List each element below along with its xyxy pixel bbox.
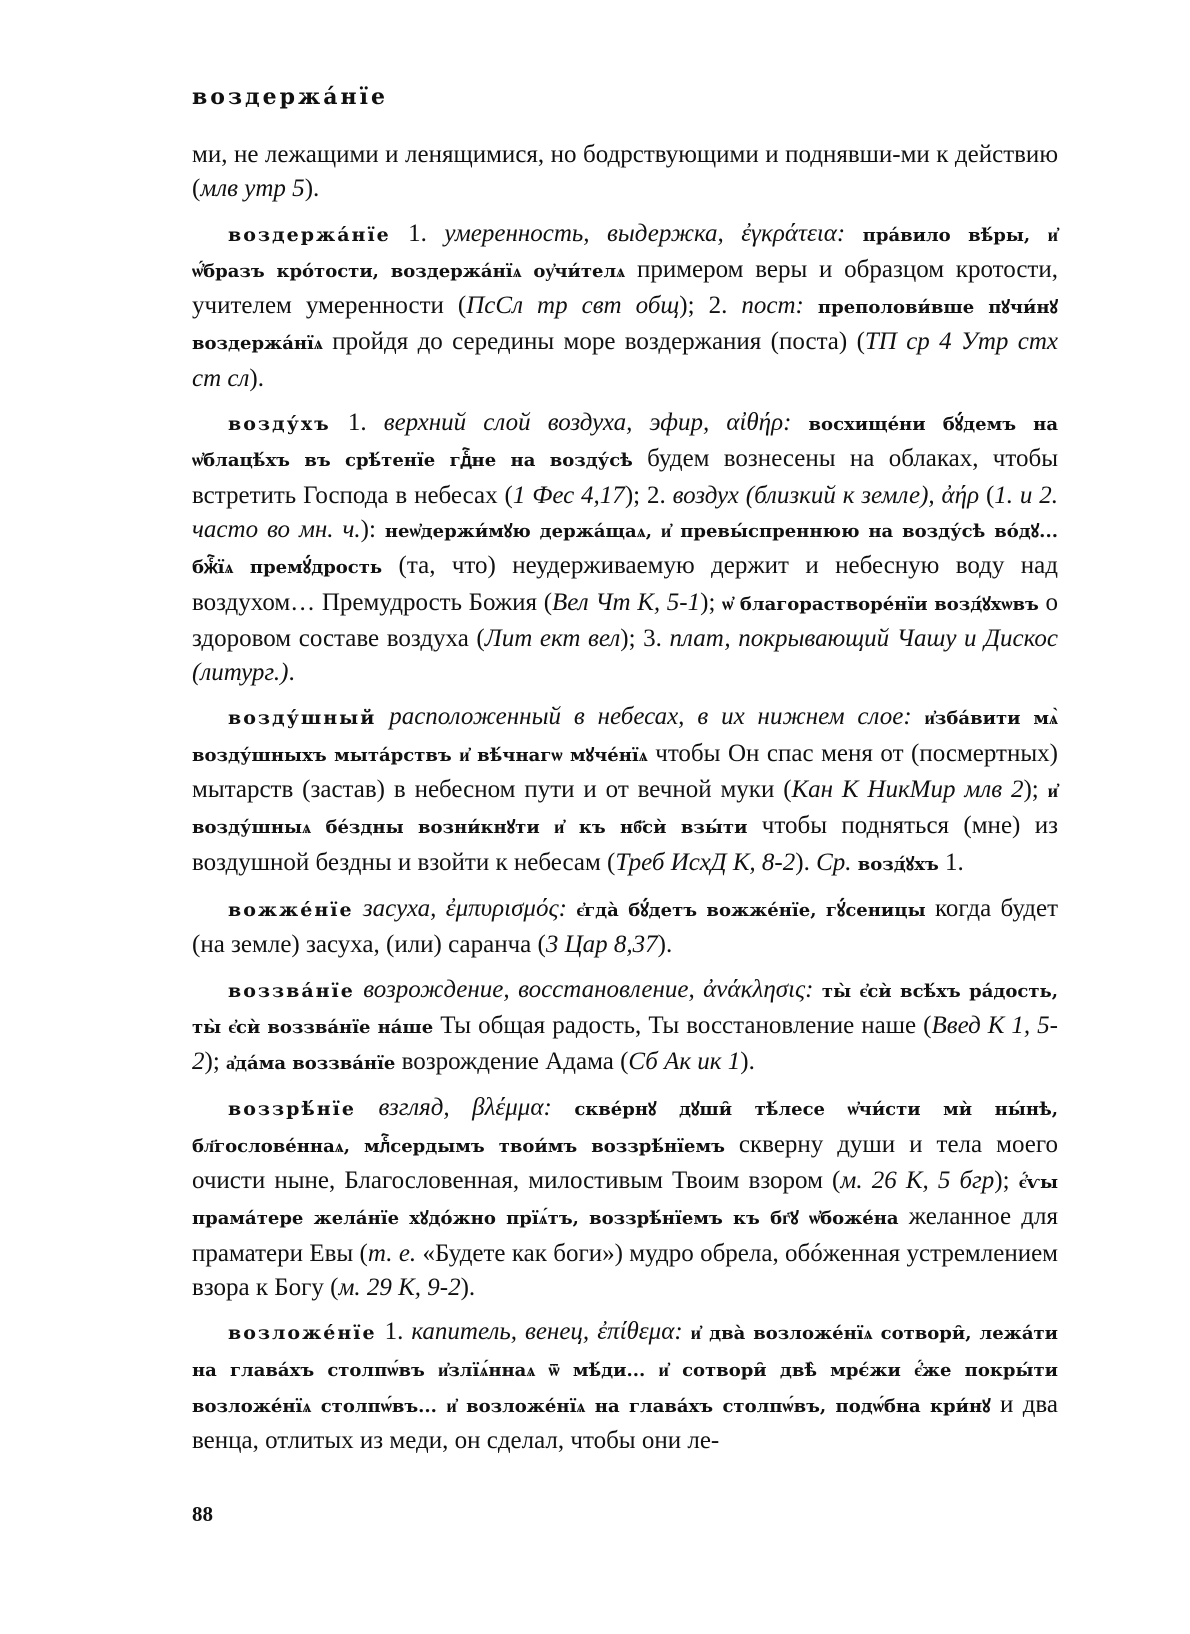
body-text xyxy=(356,1094,379,1121)
entry-vozzrenie xyxy=(192,1091,1058,1305)
greek-equivalent: αἰθήρ: xyxy=(709,409,792,437)
abbreviation: т. е. xyxy=(367,1239,417,1267)
greek-equivalent: ἐπίθεμα: xyxy=(589,1318,683,1346)
citation-ref: Введ К 1, 5-2 xyxy=(192,1011,1059,1076)
page-number: 88 xyxy=(192,1502,213,1526)
body-text: ). xyxy=(740,1048,755,1076)
body-text: чтобы подняться (мне) из воздушной бездны и взойти к небесам ( xyxy=(192,812,1058,876)
body-text: ). xyxy=(460,1273,476,1301)
running-head: воздержа́нїе xyxy=(192,84,388,110)
body-text: ); xyxy=(700,588,723,616)
church-slavonic-quote: ѡ҆ благорастворе́нїи возд́ꙋхѡвъ xyxy=(722,593,1039,615)
citation-ref: м. 26 К, 5 бгр xyxy=(840,1167,995,1195)
body-text: 1. xyxy=(330,409,384,437)
entry-vozdushny xyxy=(192,700,1058,881)
page-body xyxy=(192,138,1058,1468)
citation-ref: ТП ср 4 Утр стх ст сл xyxy=(192,328,1058,392)
headword: воззва́нїе xyxy=(228,979,355,1002)
church-slavonic-quote: и҆ два̀ возложе́нїѧ сотвори̑, лежа́ти на глава́хъ столпѡ́въ и҆злїѧ́ннаѧ ѿ мѣ́ди... и҆ сотвори̑ двѣ̀ мрє́жи є҆́же покры́ти возложе́нїѧ столпѡ́въ... и҆ возложе́нїѧ на глава́хъ столпѡ́въ, подѡ́бна кри́нꙋ xyxy=(192,1323,1059,1417)
body-text: ); 2. xyxy=(679,292,742,320)
greek-equivalent: ἀήρ xyxy=(934,481,980,509)
body-text: ). xyxy=(657,931,673,959)
entry-vozlozhenie xyxy=(192,1315,1058,1458)
cross-reference-label: Ср. xyxy=(816,848,852,876)
headword: возду́шный xyxy=(228,707,377,730)
citation-ref: Вел Чт К, 5-1 xyxy=(552,588,701,616)
body-text: ); 2. xyxy=(624,481,673,509)
entry-vozzhzhenie xyxy=(192,892,1058,963)
body-text: ). xyxy=(795,848,817,876)
church-slavonic-quote: є҆́ѵы прама́тере жела́нїе хꙋдо́жно прїѧ́тъ, воззрѣ́нїемъ къ бг҃ꙋ ѡ҆боже́на xyxy=(192,1172,1058,1230)
greek-equivalent: ἀνάκλησις: xyxy=(694,975,814,1003)
headword: вожже́нїе xyxy=(228,898,354,921)
body-text: 1. xyxy=(376,1318,412,1346)
church-slavonic-quote: є҆гда̀ бꙋ́детъ вожже́нїе, гꙋ́сеницы xyxy=(566,899,926,921)
greek-equivalent: ἐγκράτεια: xyxy=(723,219,846,247)
church-slavonic-quote: ты̀ є҆сѝ всѣ́хъ ра́дость, ты̀ є҆сѝ воззва́нїе на́ше xyxy=(192,980,1058,1038)
definition: умеренность, выдержка, xyxy=(444,219,724,247)
definition: взгляд, xyxy=(378,1094,450,1122)
body-text: пройдя до середины море воздержания (поста) ( xyxy=(322,328,865,356)
usage-note: 1. и 2. часто во мн. ч. xyxy=(192,481,1059,543)
citation-ref: Кан К НикМир млв 2 xyxy=(791,776,1024,804)
body-text: ( xyxy=(979,481,995,509)
headword: воздержа́нїе xyxy=(228,223,391,246)
body-text: «Будете как боги») мудро обрела, обóженная устремлением взора к Богу ( xyxy=(192,1239,1059,1301)
body-text: ). xyxy=(249,364,264,392)
greek-equivalent: ἐμπυρισμός: xyxy=(436,894,567,922)
definition: капитель, венец, xyxy=(411,1318,590,1346)
entry-vozzvanie xyxy=(192,973,1058,1082)
body-text: ): xyxy=(360,515,385,543)
body-text: и два венца, отлитых из меди, он сделал, чтобы они ле- xyxy=(192,1390,1058,1455)
citation-ref: м. 29 К, 9-2 xyxy=(338,1273,461,1301)
citation-ref: Сб Ак ик 1 xyxy=(628,1048,741,1076)
body-text: ); xyxy=(994,1167,1019,1195)
church-slavonic-quote: восхище́ни бꙋ́демъ на ѡ҆блацѣ́хъ въ срѣ́тенїе гдⷭ҇не на возду́сѣ xyxy=(192,414,1058,472)
definition: плат, покрывающий Чашу и Дискос (литург.) xyxy=(192,624,1058,687)
entry-vozderzhanie xyxy=(192,217,1058,396)
body-text: 1. xyxy=(390,219,445,247)
church-slavonic-quote: неѡ҆держи́мꙋю держа́щаѧ, и҆ превы́спреннюю на возду́сѣ во́дꙋ... бжⷭ҇їѧ премꙋ́дрость xyxy=(192,520,1058,579)
continuation-paragraph xyxy=(192,138,1058,207)
body-text: ); xyxy=(204,1048,227,1076)
citation-ref: 1 Фес 4,17 xyxy=(512,481,625,509)
body-text: (та, что) неудерживаемую держит и небесную воду над воздухом… Премудрость Божия ( xyxy=(192,552,1058,616)
body-text xyxy=(354,895,363,922)
body-text: желанное для праматери Евы ( xyxy=(192,1203,1059,1267)
church-slavonic-quote: преполови́вше пꙋчи́нꙋ воздержа́нїѧ xyxy=(192,297,1059,355)
church-slavonic-quote: и҆зба́вити мѧ̀ возду́шныхъ мыта́рствъ и҆ вѣ́чнагѡ мꙋче́нїѧ xyxy=(192,708,1058,766)
citation-ref: млв утр 5 xyxy=(200,175,305,203)
body-text: ); xyxy=(1023,776,1048,804)
body-text: примером веры и образцом кротости, учителем умеренности ( xyxy=(192,255,1058,320)
headword: возложе́нїе xyxy=(228,1322,377,1345)
body-text: ми, не лежащими и ленящимися, но бодрствующими и поднявши-ми к действию ( xyxy=(192,141,1058,203)
citation-ref: Треб ИсхД К, 8-2 xyxy=(615,848,796,876)
headword: возду́хъ xyxy=(228,413,331,436)
church-slavonic-quote: и҆ возду́шныѧ бе́здны возни́кнꙋти и҆ къ нб҃сѝ взы́ти xyxy=(192,781,1058,839)
church-slavonic-quote: а҆да́ма воззва́нїе xyxy=(226,1053,396,1075)
definition: засуха, xyxy=(362,894,437,922)
entry-vozdukh xyxy=(192,406,1058,690)
headword: воззрѣ́нїе xyxy=(228,1098,356,1121)
definition: расположенный в небесах, в их нижнем слое: xyxy=(389,703,912,731)
body-text: скверну души и тела моего очисти ныне, Благословенная, милостивым Твоим взором ( xyxy=(192,1130,1058,1195)
body-text: чтобы Он спас меня от (посмертных) мытарств (застав) в небесном пути и от вечной муки ( xyxy=(192,739,1058,804)
church-slavonic-quote: пра́вило вѣ́ры, и҆ ѡ҆́бразъ кро́тости, воздержа́нїѧ оу҆чи́телѧ xyxy=(192,224,1058,282)
definition: верхний слой воздуха, эфир, xyxy=(383,409,710,437)
body-text: когда будет (на земле) засуха, (или) саранча ( xyxy=(192,894,1058,959)
church-slavonic-quote: скве́рнꙋ дꙋши̑ тѣ́лесе ѡ҆чи́сти мѝ ны́нѣ, бл҃гослове́ннаѧ, млⷭ҇сердымъ твои́мъ воззрѣ́нїемъ xyxy=(192,1099,1058,1157)
body-text: Ты общая радость, Ты восстановление наше ( xyxy=(433,1011,932,1039)
body-text: о здоровом составе воздуха ( xyxy=(192,588,1059,652)
body-text: возрождение Адама ( xyxy=(395,1048,629,1076)
definition: пост: xyxy=(741,292,804,320)
definition: воздух (близкий к земле), xyxy=(672,481,935,509)
definition: возрождение, восстановление, xyxy=(363,975,695,1003)
cross-reference-word: возд́ꙋхъ xyxy=(851,853,939,875)
citation-ref: 3 Цар 8,37 xyxy=(545,931,658,959)
body-text xyxy=(376,703,389,730)
citation-ref: ПсСл тр свт общ xyxy=(466,292,680,320)
body-text: ). xyxy=(304,175,320,203)
body-text: ); 3. xyxy=(620,624,670,652)
citation-ref: Лит ект вел xyxy=(484,624,621,652)
body-text: будем вознесены на облаках, чтобы встретить Господа в небесах ( xyxy=(192,445,1058,509)
greek-equivalent: βλέμμα: xyxy=(449,1094,552,1122)
body-text: 1. xyxy=(938,848,964,876)
body-text: . xyxy=(288,659,295,687)
